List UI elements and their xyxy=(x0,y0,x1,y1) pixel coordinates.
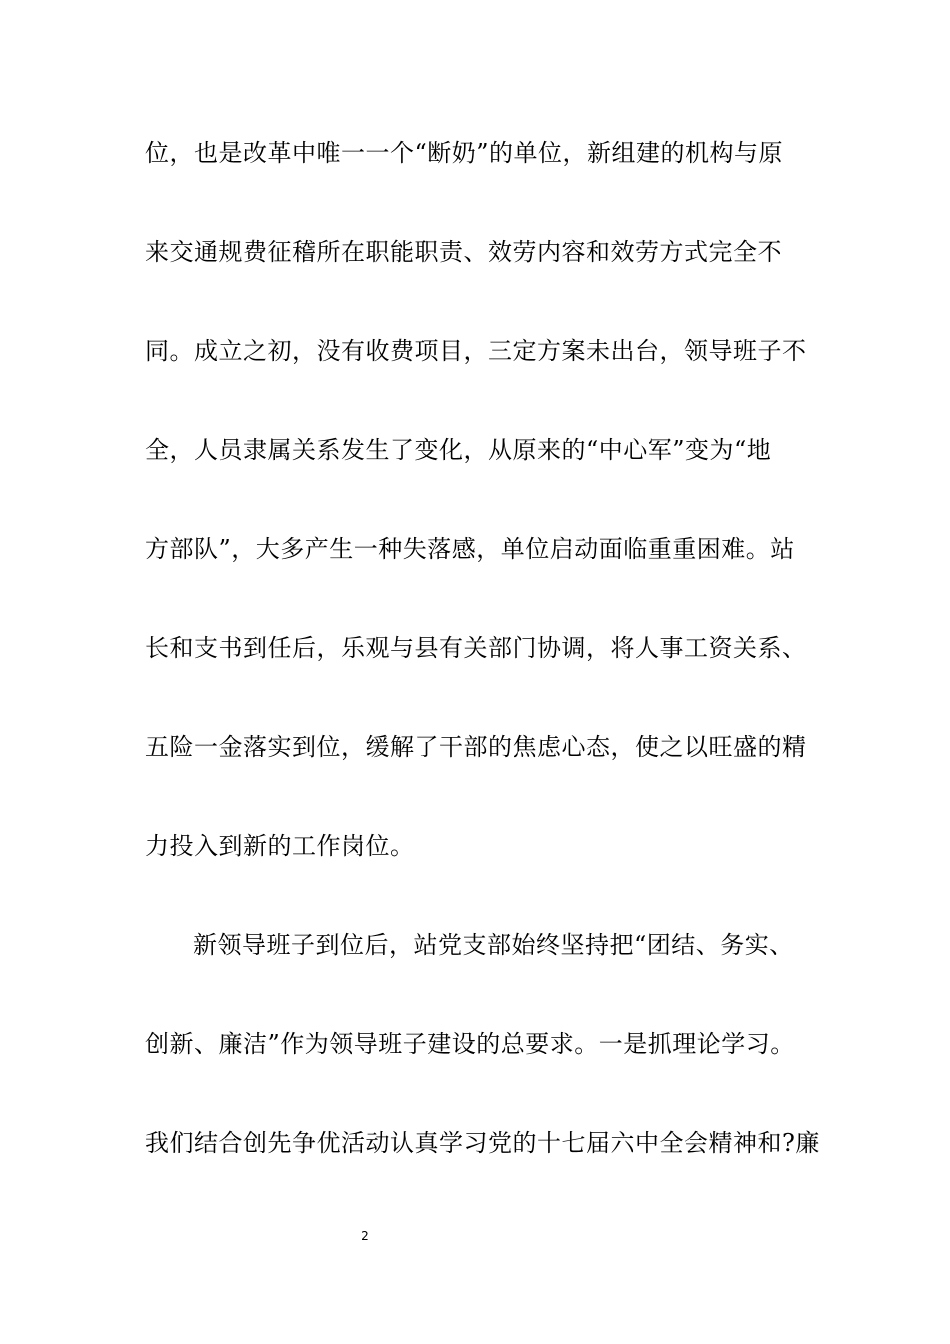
paragraph-2-line-2: 创新、廉洁”作为领导班子建设的总要求。一是抓理论学习。 xyxy=(145,1030,795,1058)
paragraph-1-line-5: 方部队”，大多产生一种失落感，单位启动面临重重困难。站 xyxy=(145,535,795,563)
paragraph-2-line-1: 新领导班子到位后，站党支部始终坚持把“团结、务实、 xyxy=(193,931,794,959)
paragraph-1-line-1: 位，也是改革中唯一一个“断奶”的单位，新组建的机构与原 xyxy=(145,139,784,167)
page-number: 2 xyxy=(361,1229,369,1243)
paragraph-1-line-6: 长和支书到任后，乐观与县有关部门协调，将人事工资关系、 xyxy=(145,634,807,662)
paragraph-2-line-3: 我们结合创先争优活动认真学习党的十七届六中全会精神和?廉 xyxy=(145,1129,820,1157)
paragraph-1-line-2: 来交通规费征稽所在职能职责、效劳内容和效劳方式完全不 xyxy=(145,238,782,266)
paragraph-1-line-8: 力投入到新的工作岗位。 xyxy=(145,832,415,860)
paragraph-1-line-7: 五险一金落实到位，缓解了干部的焦虑心态，使之以旺盛的精 xyxy=(145,733,807,761)
paragraph-1-line-3: 同。成立之初，没有收费项目，三定方案未出台，领导班子不 xyxy=(145,337,807,365)
paragraph-1-line-4: 全，人员隶属关系发生了变化，从原来的“中心军”变为“地 xyxy=(145,436,772,464)
